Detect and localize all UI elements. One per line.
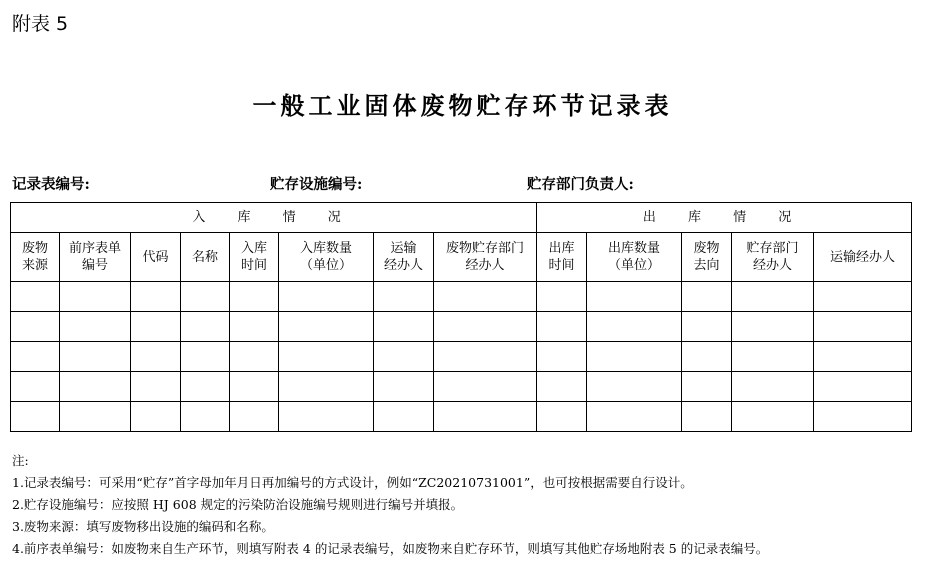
table-cell[interactable] bbox=[682, 312, 732, 342]
column-header bbox=[587, 233, 682, 282]
column-header-line: 时间 bbox=[548, 258, 575, 273]
table-cell[interactable] bbox=[434, 282, 537, 312]
table-cell[interactable] bbox=[374, 312, 434, 342]
column-header-line: 运输经办人 bbox=[830, 249, 896, 265]
table-cell[interactable] bbox=[131, 312, 181, 342]
column-header bbox=[279, 233, 374, 282]
table-cell[interactable] bbox=[814, 342, 912, 372]
table-cell[interactable] bbox=[230, 402, 279, 432]
table-cell[interactable] bbox=[279, 312, 374, 342]
table-cell[interactable] bbox=[732, 402, 814, 432]
table-cell[interactable] bbox=[587, 402, 682, 432]
table-cell[interactable] bbox=[279, 372, 374, 402]
table-cell[interactable] bbox=[279, 342, 374, 372]
table-cell[interactable] bbox=[537, 402, 587, 432]
table-cell[interactable] bbox=[434, 312, 537, 342]
table-cell[interactable] bbox=[60, 372, 131, 402]
column-header-line: 时间 bbox=[240, 258, 267, 273]
table-cell[interactable] bbox=[537, 372, 587, 402]
table-cell[interactable] bbox=[537, 342, 587, 372]
table-cell[interactable] bbox=[434, 372, 537, 402]
table-cell[interactable] bbox=[181, 342, 230, 372]
column-header-line: 废物 bbox=[21, 241, 48, 256]
column-header-line: （单位） bbox=[608, 258, 661, 273]
table-row bbox=[11, 402, 912, 432]
table-cell[interactable] bbox=[131, 342, 181, 372]
column-header-line: 名称 bbox=[191, 249, 218, 265]
table-cell[interactable] bbox=[682, 372, 732, 402]
column-header-line: 编号 bbox=[81, 258, 108, 273]
column-header bbox=[682, 233, 732, 282]
column-header bbox=[230, 233, 279, 282]
group-header-out: 出 库 情 况 bbox=[537, 203, 912, 233]
table-cell[interactable] bbox=[814, 402, 912, 432]
table-cell[interactable] bbox=[374, 402, 434, 432]
table-cell[interactable] bbox=[181, 402, 230, 432]
note-item: 3.废物来源：填写废物移出设施的编码和名称。 bbox=[12, 519, 274, 534]
table-cell[interactable] bbox=[732, 312, 814, 342]
table-cell[interactable] bbox=[60, 402, 131, 432]
table-cell[interactable] bbox=[682, 342, 732, 372]
column-header-line: 出库数量 bbox=[608, 241, 661, 256]
column-header-line: 废物 bbox=[693, 241, 720, 256]
column-header bbox=[131, 233, 181, 282]
column-header bbox=[814, 233, 912, 282]
table-cell[interactable] bbox=[732, 372, 814, 402]
column-header bbox=[374, 233, 434, 282]
column-header-line: 经办人 bbox=[383, 258, 423, 273]
table-cell[interactable] bbox=[230, 342, 279, 372]
table-cell[interactable] bbox=[587, 372, 682, 402]
page-title: 一般工业固体废物贮存环节记录表 bbox=[252, 92, 673, 120]
column-header-line: 代码 bbox=[142, 249, 169, 265]
column-header-line: 前序表单 bbox=[68, 241, 121, 256]
table-row bbox=[11, 372, 912, 402]
table-cell[interactable] bbox=[732, 282, 814, 312]
table-cell[interactable] bbox=[587, 312, 682, 342]
note-item: 4.前序表单编号：如废物来自生产环节，则填写附表 4 的记录表编号，如废物来自贮存环节，则填写其他贮存场地附表 5 的记录表编号。 bbox=[12, 541, 769, 556]
table-cell[interactable] bbox=[181, 312, 230, 342]
column-header bbox=[537, 233, 587, 282]
table-cell[interactable] bbox=[374, 282, 434, 312]
table-row bbox=[11, 312, 912, 342]
group-header-in: 入 库 情 况 bbox=[11, 203, 537, 233]
table-cell[interactable] bbox=[587, 282, 682, 312]
column-header-line: 入库数量 bbox=[299, 241, 352, 256]
table-cell[interactable] bbox=[374, 342, 434, 372]
table-cell[interactable] bbox=[181, 372, 230, 402]
column-header-line: 出库 bbox=[548, 241, 575, 256]
table-cell[interactable] bbox=[537, 312, 587, 342]
table-cell[interactable] bbox=[732, 342, 814, 372]
column-header bbox=[11, 233, 60, 282]
column-header-line: 经办人 bbox=[753, 258, 793, 273]
table-cell[interactable] bbox=[181, 282, 230, 312]
column-header-line: 入库 bbox=[240, 241, 267, 256]
table-cell[interactable] bbox=[131, 282, 181, 312]
record-table bbox=[10, 202, 912, 432]
table-cell[interactable] bbox=[537, 282, 587, 312]
table-cell[interactable] bbox=[374, 372, 434, 402]
table-row bbox=[11, 282, 912, 312]
table-cell[interactable] bbox=[814, 312, 912, 342]
note-item: 1.记录表编号：可采用“贮存”首字母加年月日再加编号的方式设计，例如“ZC20210731001”，也可按根据需要自行设计。 bbox=[12, 475, 693, 490]
table-cell[interactable] bbox=[434, 342, 537, 372]
table-cell[interactable] bbox=[814, 372, 912, 402]
table-row bbox=[11, 342, 912, 372]
notes-heading: 注: bbox=[12, 453, 29, 468]
column-header-line: 来源 bbox=[21, 258, 48, 273]
table-cell[interactable] bbox=[131, 372, 181, 402]
table-cell[interactable] bbox=[60, 342, 131, 372]
column-header-line: 运输 bbox=[390, 241, 417, 256]
person-in-charge-label: 贮存部门负责人: bbox=[527, 176, 634, 193]
note-item: 2.贮存设施编号：应按照 HJ 608 规定的污染防治设施编号规则进行编号并填报。 bbox=[12, 497, 464, 512]
table-cell[interactable] bbox=[11, 312, 60, 342]
column-header-line: 经办人 bbox=[465, 258, 505, 273]
column-header-line: 废物贮存部门 bbox=[446, 241, 525, 256]
column-header-line: 去向 bbox=[693, 258, 720, 273]
table-cell[interactable] bbox=[230, 282, 279, 312]
column-header bbox=[181, 233, 230, 282]
column-header-line: （单位） bbox=[299, 258, 352, 273]
table-cell[interactable] bbox=[11, 372, 60, 402]
column-header bbox=[732, 233, 814, 282]
column-header bbox=[434, 233, 537, 282]
table-cell[interactable] bbox=[587, 342, 682, 372]
table-cell[interactable] bbox=[131, 402, 181, 432]
table-cell[interactable] bbox=[682, 282, 732, 312]
facility-no-label: 贮存设施编号: bbox=[270, 176, 363, 193]
column-header bbox=[60, 233, 131, 282]
table-cell[interactable] bbox=[11, 342, 60, 372]
appendix-label: 附表 5 bbox=[12, 13, 69, 35]
table-cell[interactable] bbox=[11, 282, 60, 312]
table-cell[interactable] bbox=[230, 312, 279, 342]
table-cell[interactable] bbox=[682, 402, 732, 432]
table-cell[interactable] bbox=[11, 402, 60, 432]
table-cell[interactable] bbox=[814, 282, 912, 312]
table-cell[interactable] bbox=[434, 402, 537, 432]
table-cell[interactable] bbox=[279, 282, 374, 312]
notes bbox=[12, 450, 768, 560]
table-cell[interactable] bbox=[230, 372, 279, 402]
record-no-label: 记录表编号: bbox=[12, 176, 90, 193]
column-header-line: 贮存部门 bbox=[746, 241, 799, 256]
table-cell[interactable] bbox=[60, 312, 131, 342]
table-cell[interactable] bbox=[279, 402, 374, 432]
table-cell[interactable] bbox=[60, 282, 131, 312]
